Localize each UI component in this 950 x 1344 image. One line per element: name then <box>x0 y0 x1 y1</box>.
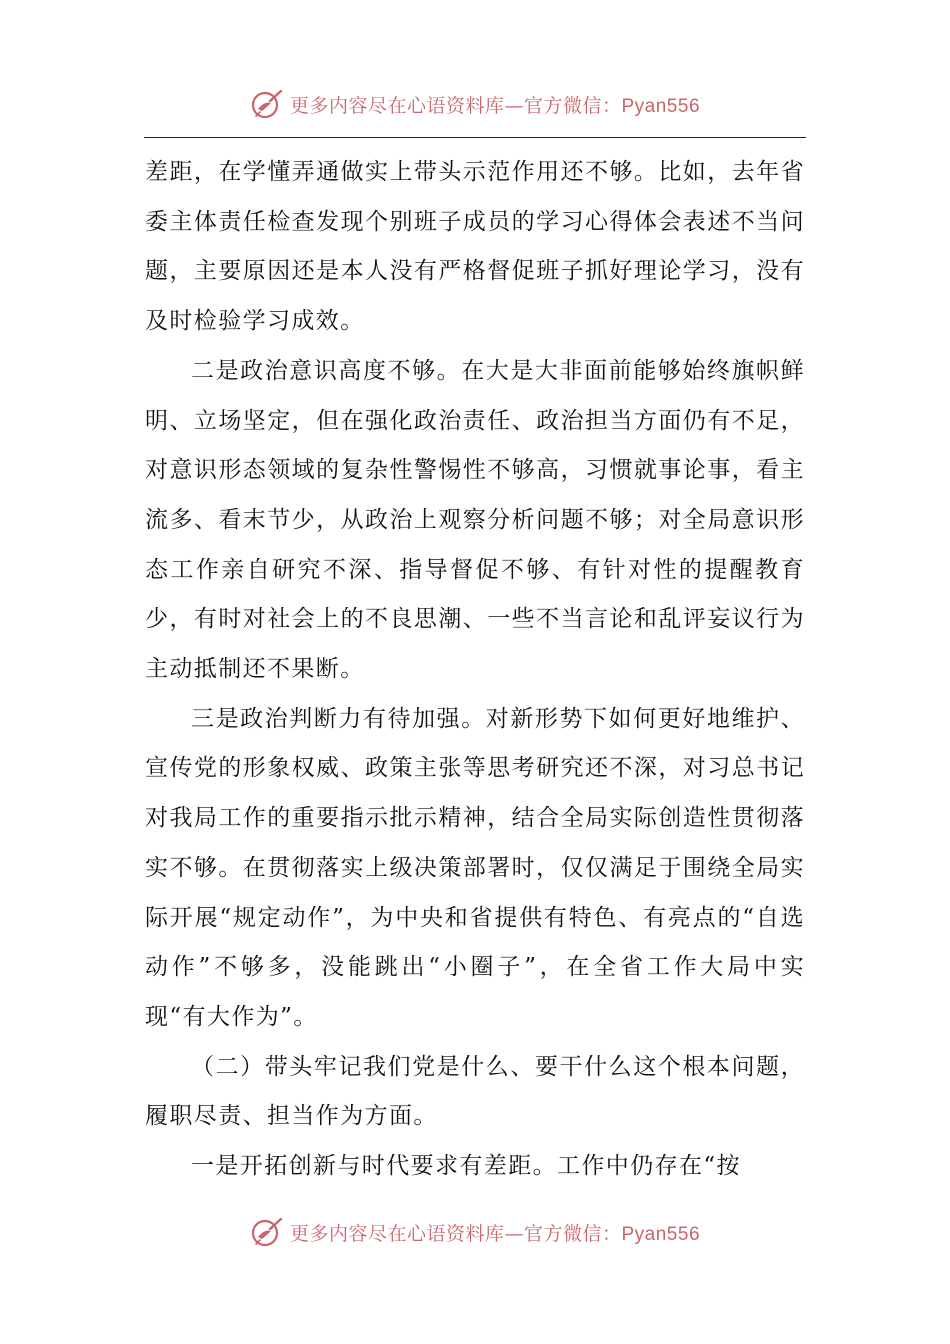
paragraph-2: 二是政治意识高度不够。在大是大非面前能够始终旗帜鲜明、立场坚定，但在强化政治责任、政治担当方面仍有不足，对意识形态领域的复杂性警惕性不够高，习惯就事论事，看主流多、看末节少，从政治上观察分析问题不够；对全局意识形态工作亲自研究不深、指导督促不够、有针对性的提醒教育少，有时对社会上的不良思潮、一些不当言论和乱评妄议行为主动抵制还不果断。 <box>145 357 805 683</box>
document-body <box>145 148 805 1192</box>
page-header-watermark <box>0 84 950 124</box>
watermark-text: 更多内容尽在心语资料库—官方微信：Pyan556 <box>289 94 701 117</box>
paragraph-3: 三是政治判断力有待加强。对新形势下如何更好地维护、宣传党的形象权威、政策主张等思考研究还不深，对习总书记对我局工作的重要指示批示精神，结合全局实际创造性贯彻落实不够。在贯彻落实上级决策部署时，仅仅满足于围绕全局实际开展“规定动作”，为中央和省提供有特色、有亮点的“自选动作”不够多，没能跳出“小圈子”，在全省工作大局中实现“有大作为”。 <box>145 705 805 1030</box>
paragraph-4: （二）带头牢记我们党是什么、要干什么这个根本问题，履职尽责、担当作为方面。 <box>145 1053 805 1130</box>
header-divider <box>144 137 806 138</box>
paragraph-1: 差距，在学懂弄通做实上带头示范作用还不够。比如，去年省委主体责任检查发现个别班子成员的学习心得体会表述不当问题，主要原因还是本人没有严格督促班子抓好理论学习，没有及时检验学习成效。 <box>145 159 805 335</box>
page-footer-watermark <box>0 1212 950 1252</box>
pen-circle-icon <box>250 87 284 121</box>
paragraph-5: 一是开拓创新与时代要求有差距。工作中仍存在“按 <box>191 1153 741 1180</box>
pen-circle-icon <box>250 1215 284 1249</box>
watermark-text: 更多内容尽在心语资料库—官方微信：Pyan556 <box>289 1222 701 1245</box>
